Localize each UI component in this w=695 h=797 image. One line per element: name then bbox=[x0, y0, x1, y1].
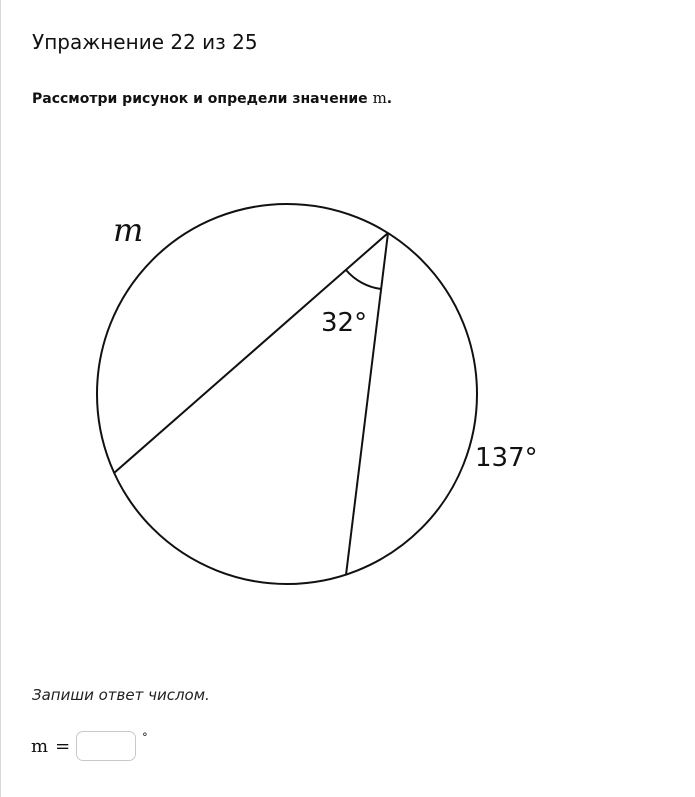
arc-label-137: 137° bbox=[475, 443, 538, 473]
answer-row bbox=[31, 729, 148, 763]
answer-hint: Запиши ответ числом. bbox=[32, 686, 210, 704]
circle bbox=[97, 204, 477, 584]
instruction-variable: m bbox=[372, 89, 387, 107]
degree-unit: ° bbox=[142, 731, 148, 744]
instruction-period: . bbox=[386, 91, 393, 107]
chord-left bbox=[114, 233, 388, 473]
angle-arc bbox=[346, 270, 381, 289]
instruction-text: Рассмотри рисунок и определи значение bbox=[32, 91, 373, 107]
answer-variable: m bbox=[31, 735, 49, 757]
equals-sign: = bbox=[55, 735, 71, 757]
arc-label-m: m bbox=[113, 211, 144, 249]
answer-input[interactable] bbox=[76, 731, 136, 761]
exercise-title: Упражнение 22 из 25 bbox=[32, 30, 258, 54]
angle-label: 32° bbox=[321, 308, 368, 338]
